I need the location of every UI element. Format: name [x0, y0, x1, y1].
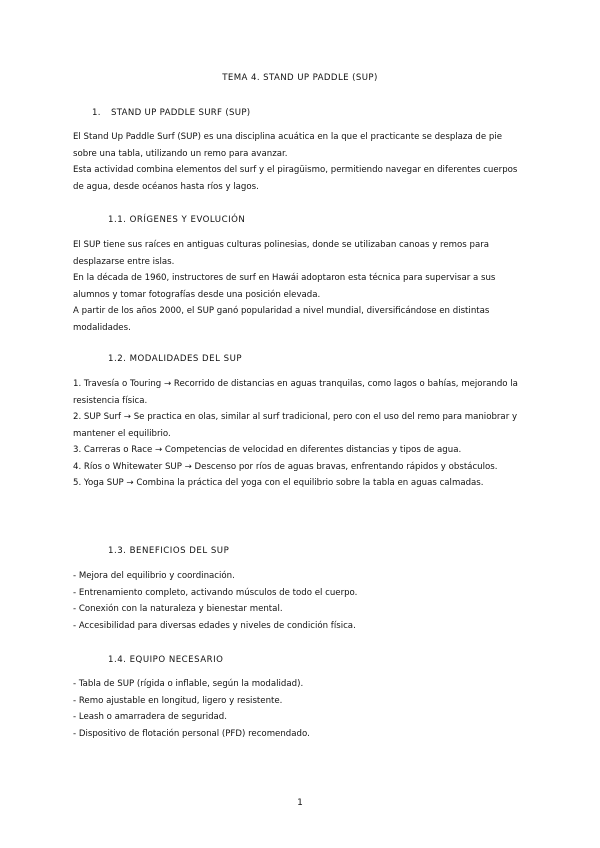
subsection-heading-benefits: 1.3. BENEFICIOS DEL SUP: [108, 546, 230, 556]
list-item: - Accesibilidad para diversas edades y niveles de condición física.: [73, 620, 356, 631]
benefits-list: [73, 568, 523, 634]
equipment-list: [73, 676, 523, 742]
page-number: 1: [297, 798, 303, 808]
list-item: - Remo ajustable en longitud, ligero y resistente.: [73, 695, 283, 706]
paragraph: Esta actividad combina elementos del surf y el piragüismo, permitiendo navegar en diferentes cuerpos de agua, desde océanos hasta ríos y lagos.: [73, 165, 518, 192]
section-intro: [73, 129, 523, 195]
list-item: - Entrenamiento completo, activando músculos de todo el cuerpo.: [73, 587, 358, 598]
section-heading-sup: [92, 108, 250, 118]
subsection-heading-modalities: 1.2. MODALIDADES DEL SUP: [108, 354, 243, 364]
list-item: - Tabla de SUP (rígida o inflable, según la modalidad).: [73, 679, 304, 689]
paragraph: El SUP tiene sus raíces en antiguas culturas polinesias, donde se utilizaban canoas y remos para desplazarse entre islas.: [73, 240, 490, 267]
list-item: 5. Yoga SUP → Combina la práctica del yoga con el equilibrio sobre la tabla en aguas calmadas.: [73, 478, 484, 488]
paragraph: A partir de los años 2000, el SUP ganó popularidad a nivel mundial, diversificándose en distintas modalidades.: [73, 306, 490, 333]
list-item: - Mejora del equilibrio y coordinación.: [73, 571, 235, 581]
list-item: 3. Carreras o Race → Competencias de velocidad en diferentes distancias y tipos de agua.: [73, 445, 462, 455]
list-item: - Conexión con la naturaleza y bienestar mental.: [73, 604, 283, 614]
section-number: 1.: [92, 108, 101, 118]
list-item: 4. Ríos o Whitewater SUP → Descenso por ríos de aguas bravas, enfrentando rápidos y obstáculos.: [73, 461, 498, 472]
subsection-heading-origins: 1.1. ORÍGENES Y EVOLUCIÓN: [108, 215, 246, 225]
list-item: - Dispositivo de flotación personal (PFD) recomendado.: [73, 728, 310, 739]
origins-text: [73, 237, 523, 336]
paragraph: En la década de 1960, instructores de surf en Hawái adoptaron esta técnica para supervisar a sus alumnos y tomar fotografías desde una posición elevada.: [73, 273, 496, 300]
modalities-list: [73, 376, 523, 492]
document-title: TEMA 4. STAND UP PADDLE (SUP): [222, 73, 378, 83]
list-item: 1. Travesía o Touring → Recorrido de distancias en aguas tranquilas, como lagos o bahías, mejorando la resistencia física.: [73, 379, 518, 406]
section-title: STAND UP PADDLE SURF (SUP): [111, 108, 251, 118]
list-item: - Leash o amarradera de seguridad.: [73, 712, 227, 722]
paragraph: El Stand Up Paddle Surf (SUP) es una disciplina acuática en la que el practicante se desplaza de pie sobre una tabla, utilizando un remo para avanzar.: [73, 132, 503, 159]
list-item: 2. SUP Surf → Se practica en olas, similar al surf tradicional, pero con el uso del remo para maniobrar y mantener el equilibrio.: [73, 412, 518, 439]
subsection-heading-equipment: 1.4. EQUIPO NECESARIO: [108, 655, 224, 665]
